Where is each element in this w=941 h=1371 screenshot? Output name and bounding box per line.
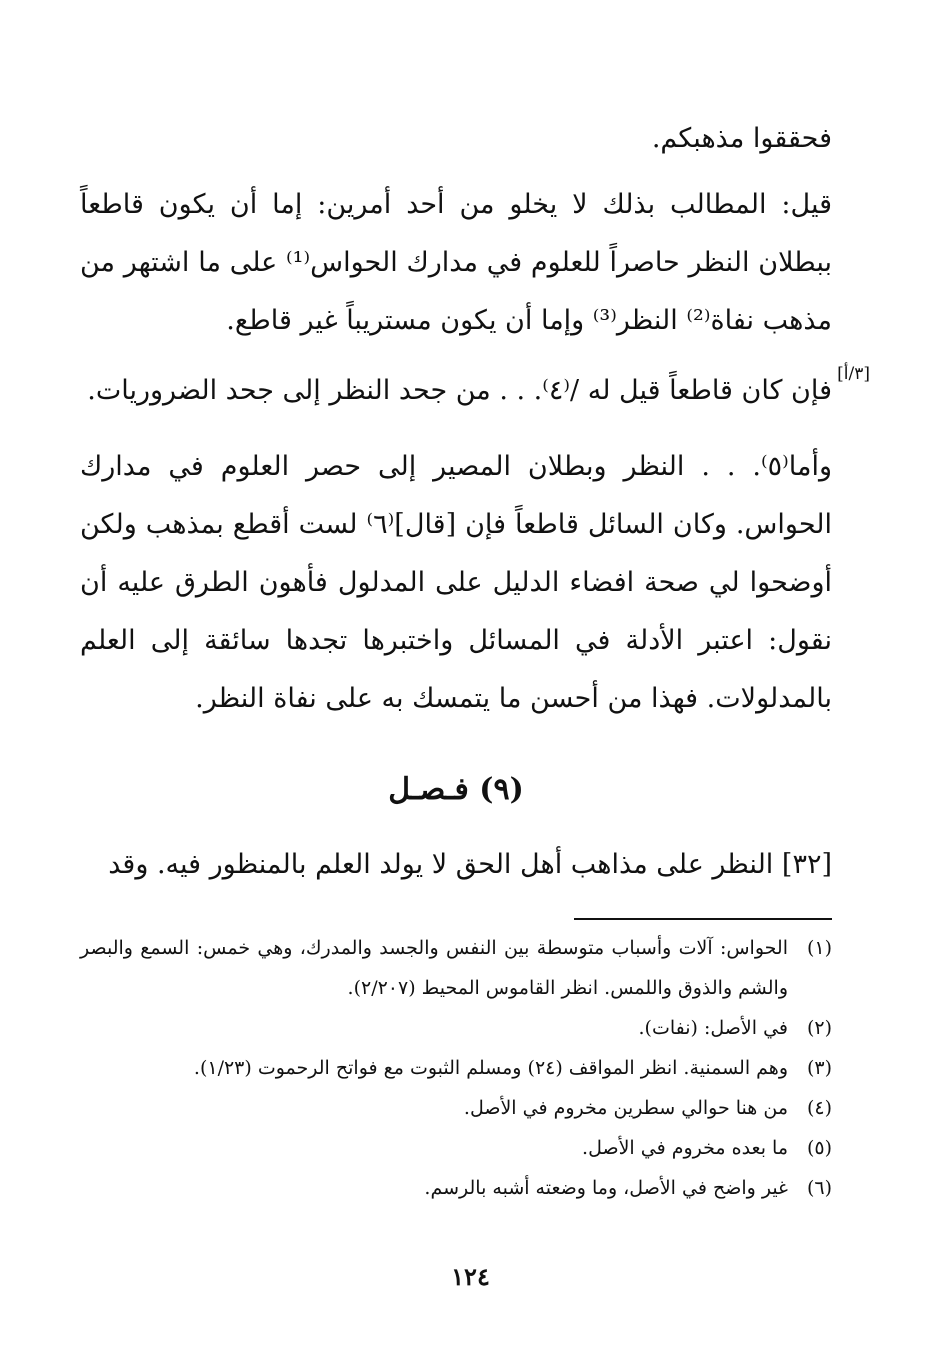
footnote-text: من هنا حوالي سطرين مخروم في الأصل. [463, 1097, 788, 1119]
footnote-text: غير واضح في الأصل، وما وضعته أشبه بالرسم. [424, 1177, 788, 1199]
footnote-number: (٣) [806, 1057, 832, 1079]
footnote-item [80, 1088, 832, 1128]
paragraph-3: فإن كان قاطعاً قيل له /⁽٤⁾. . . من جحد النظر إلى جحد الضروريات. [87, 375, 832, 406]
footnote-number: (٤) [806, 1097, 832, 1119]
paragraph-2: قيل: المطالب بذلك لا يخلو من أحد أمرين: إما أن يكون قاطعاً ببطلان النظر حاصراً للعلوم في مدارك الحواس⁽¹⁾ على ما اشتهر من مذهب نفاة⁽²⁾ النظر⁽³⁾ وإما أن يكون مستريباً غير قاطع. [80, 189, 832, 336]
footnote-item [80, 928, 832, 1008]
footnote-number: (٥) [806, 1137, 832, 1159]
paragraph-4: وأما⁽٥⁾. . . النظر وبطلان المصير إلى حصر العلوم في مدارك الحواس. وكان السائل قاطعاً فإن [قال]⁽٦⁾ لست أقطع بمذهب ولكن أوضحوا لي صحة افضاء الدليل على المدلول فأهون الطرق عليه أن نقول: اعتبر الأدلة في المسائل واختبرها تجدها سائقة إلى العلم بالمدلولات. فهذا من أحسن ما يتمسك به على نفاة النظر. [80, 451, 833, 714]
footnote-number: (٢) [806, 1017, 832, 1039]
footnote-number: (٦) [806, 1177, 832, 1199]
page-number: ١٢٤ [451, 1262, 490, 1291]
footnote-number: (١) [806, 937, 832, 959]
footnotes-list [80, 928, 832, 1208]
footnote-separator [574, 918, 832, 920]
footnote-text: وهم السمنية. انظر المواقف (٢٤) ومسلم الثبوت مع فواتح الرحموت (١/٢٣). [193, 1057, 788, 1079]
page-body [80, 110, 870, 1208]
section-heading: (٩) فـصـل [388, 772, 524, 807]
margin-folio-reference: [٣/أ] [837, 364, 870, 384]
paragraph-5: [٣٢] النظر على مذاهب أهل الحق لا يولد العلم بالمنظور فيه. وقد [108, 849, 832, 880]
footnote-text: في الأصل: (نفات). [638, 1017, 788, 1039]
footnote-item [80, 1008, 832, 1048]
footnote-text: الحواس: آلات وأسباب متوسطة بين النفس والجسد والمدرك، وهي خمس: السمع والبصر والشم والذوق واللمس. انظر القاموس المحيط (٢/٢٠٧). [80, 937, 788, 999]
footnote-item [80, 1128, 832, 1168]
footnote-item [80, 1168, 832, 1208]
footnote-item [80, 1048, 832, 1088]
paragraph-1: فحققوا مذهبكم. [651, 123, 832, 154]
footnote-text: ما بعده مخروم في الأصل. [582, 1137, 788, 1159]
